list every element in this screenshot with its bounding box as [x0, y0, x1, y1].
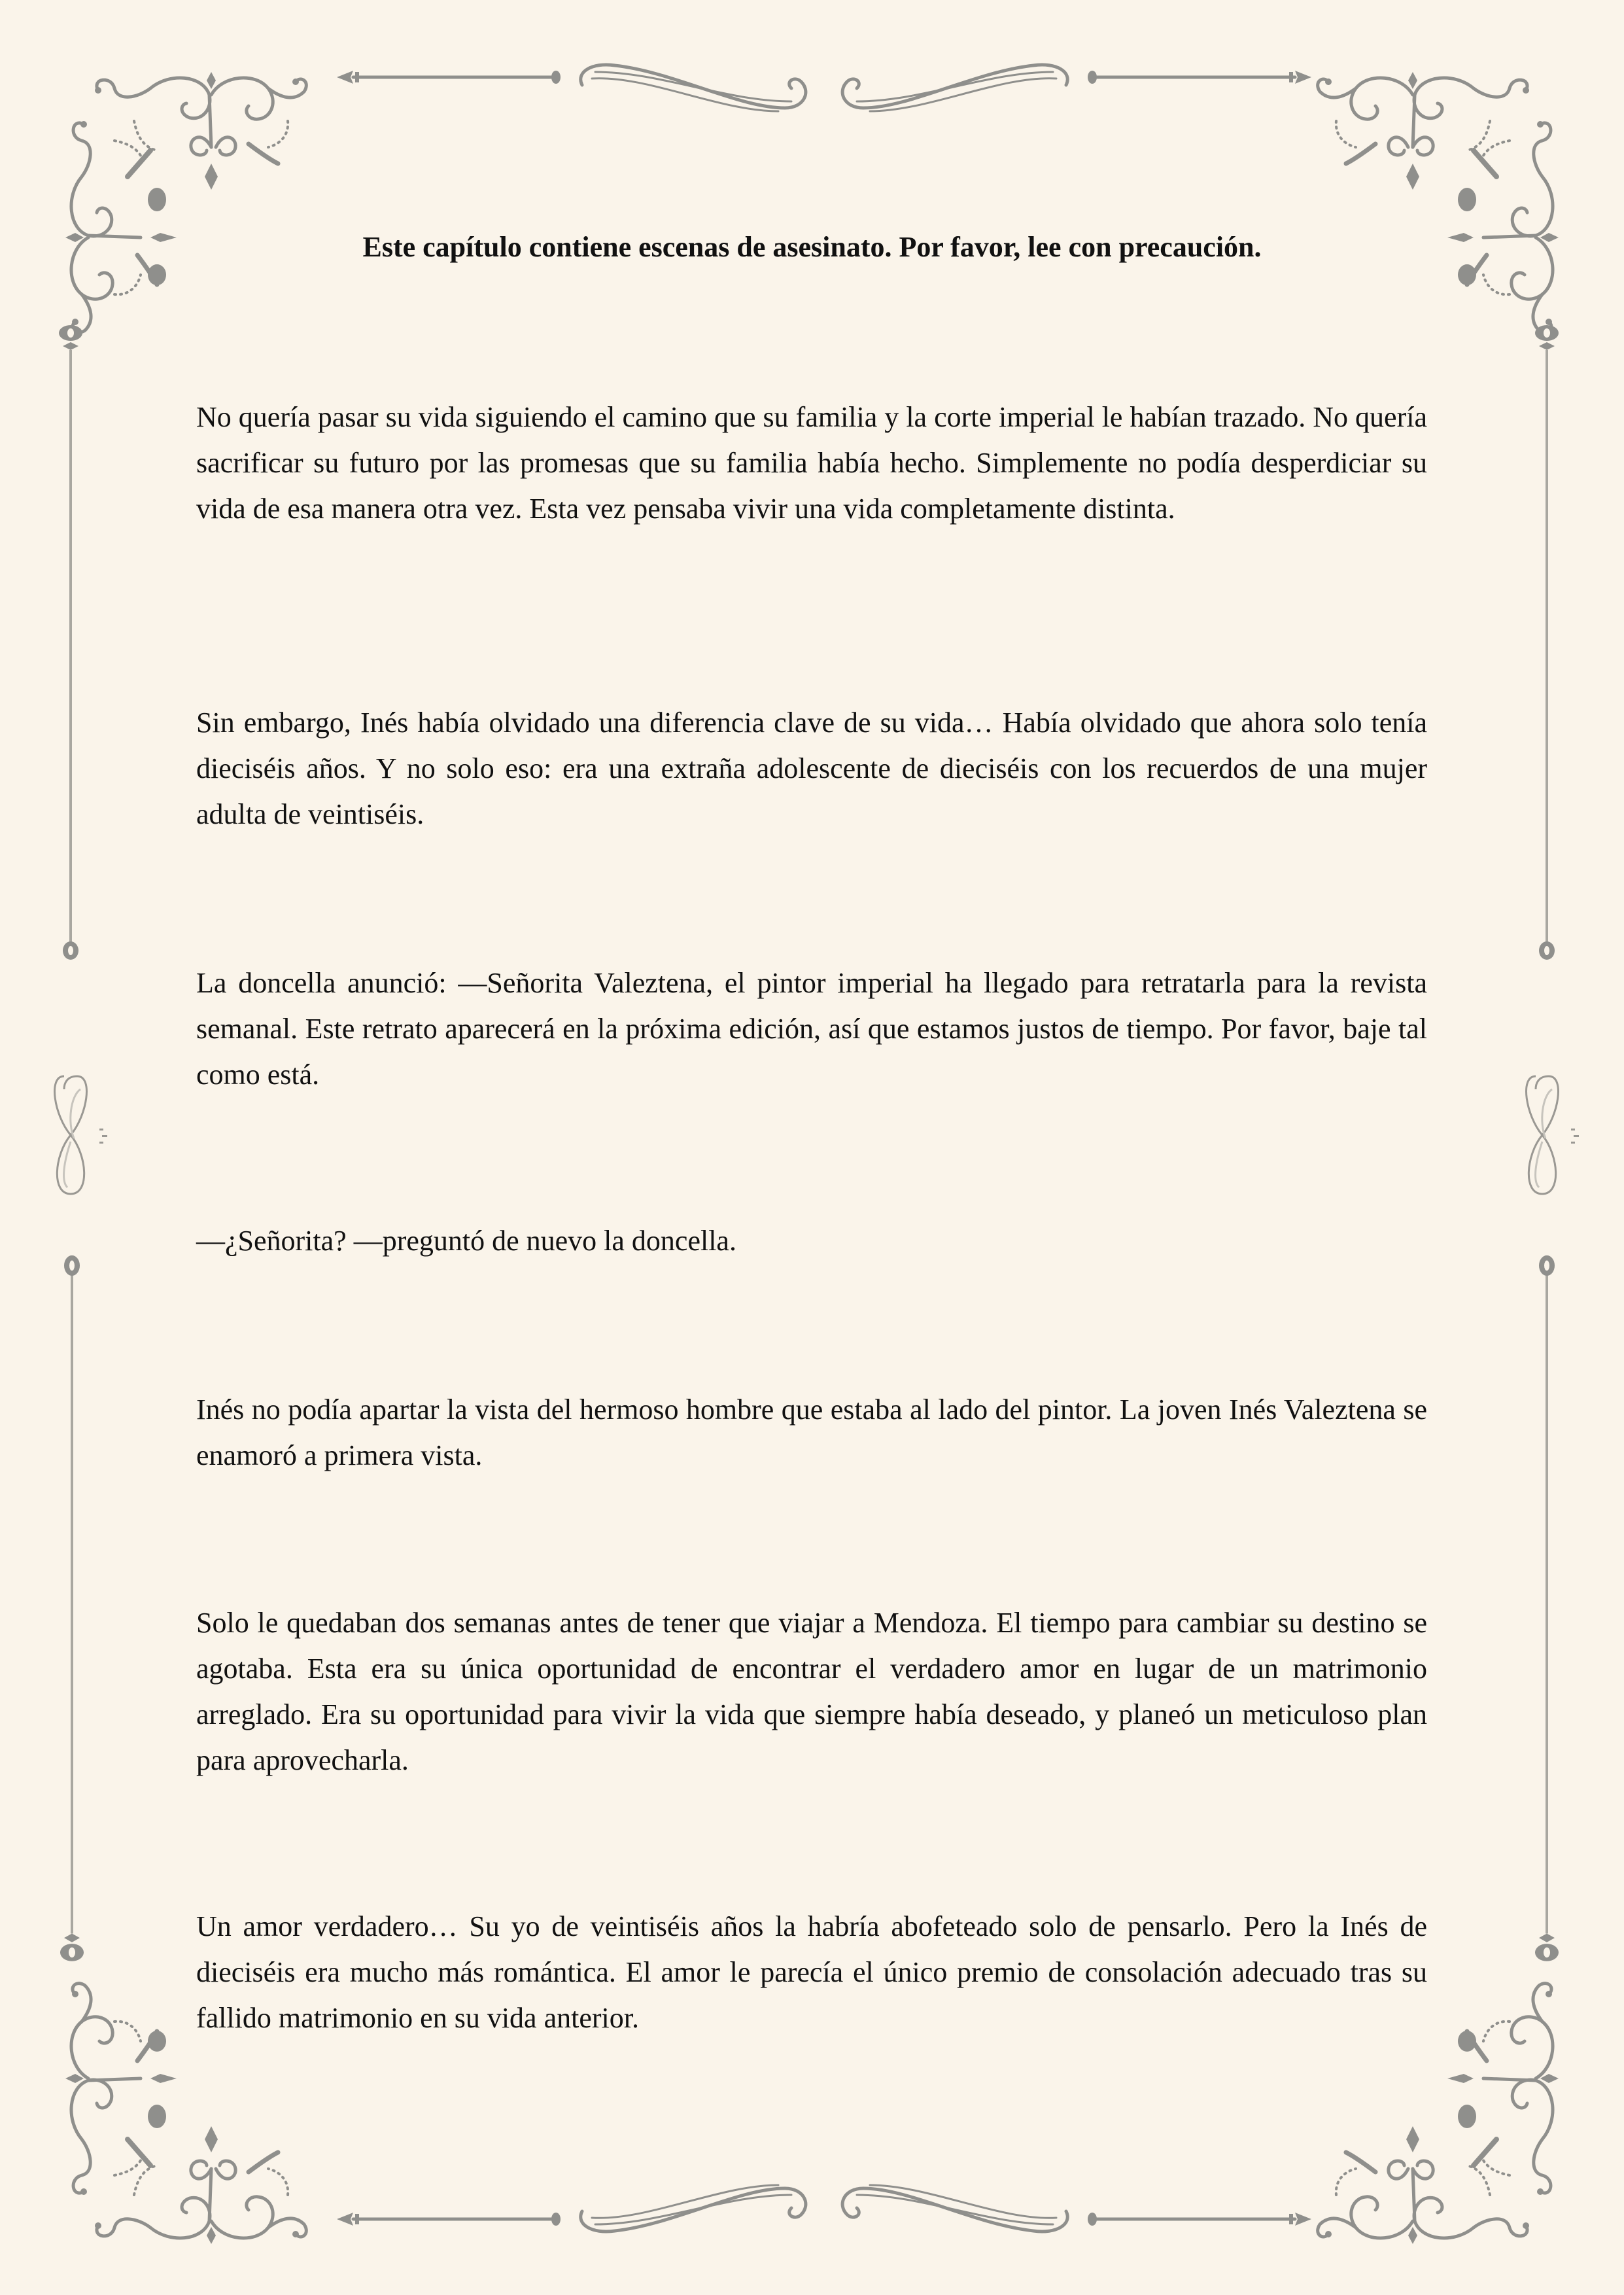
flourish-corner-top-left-icon	[52, 59, 314, 340]
flourish-corner-top-right-icon	[1310, 59, 1572, 340]
rod-left-upper-icon	[58, 324, 84, 965]
paragraph: Un amor verdadero… Su yo de veintiséis años la habría abofeteado solo de pensarlo. Pero la Inés de dieciséis era mucho más romántica. El amor le parecía el único premio de consolación adecuado tras su fallido matrimonio en su vida anterior.	[196, 1910, 1427, 2034]
rod-left-lower-icon	[59, 1250, 85, 1963]
content-warning: Este capítulo contiene escenas de asesinato. Por favor, lee con precaución.	[362, 231, 1262, 263]
infinity-knot-left-icon	[44, 1063, 110, 1214]
paragraph: Inés no podía apartar la vista del hermoso hombre que estaba al lado del pintor. La joven Inés Valeztena se enamoró a primera vista.	[196, 1393, 1427, 1471]
scroll-divider-top-icon	[334, 46, 1315, 118]
paragraph: —¿Señorita? —preguntó de nuevo la doncella.	[196, 1225, 736, 1257]
paragraph: No quería pasar su vida siguiendo el camino que su familia y la corte imperial le habían trazado. No quería sacrificar su futuro por las promesas que su familia había hecho. Simplemente no podía desperdiciar su vida de esa manera otra vez. Esta vez pensaba vivir una vida completamente distinta.	[196, 401, 1427, 525]
paragraph: La doncella anunció: —Señorita Valeztena, el pintor imperial ha llegado para retratarla para la revista semanal. Este retrato aparecerá en la próxima edición, así que estamos justos de tiempo. Por favor, baje tal como está.	[196, 967, 1427, 1091]
infinity-knot-right-icon	[1516, 1063, 1581, 1214]
rod-right-upper-icon	[1534, 324, 1560, 965]
paragraph: Solo le quedaban dos semanas antes de tener que viajar a Mendoza. El tiempo para cambiar su destino se agotaba. Esta era su única oportunidad de encontrar el verdadero amor en lugar de un matrimonio arreglado. Era su oportunidad para vivir la vida que siempre había deseado, y planeó un meticuloso plan para aprovecharla.	[196, 1607, 1427, 1776]
paragraph: Sin embargo, Inés había olvidado una diferencia clave de su vida… Había olvidado que ahora solo tenía dieciséis años. Y no solo eso: era una extraña adolescente de dieciséis con los recuerdos de una mujer adulta de veintiséis.	[196, 707, 1427, 830]
scroll-divider-bottom-icon	[334, 2179, 1315, 2251]
rod-right-lower-icon	[1534, 1250, 1560, 1963]
